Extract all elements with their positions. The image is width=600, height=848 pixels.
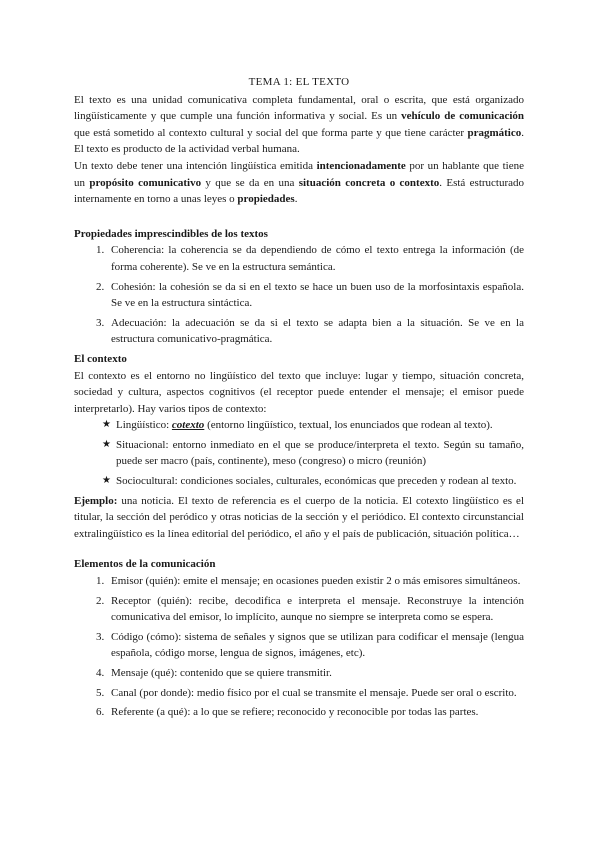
intro-text: y que se da en una [201,176,299,189]
elementos-list [74,573,524,721]
intro-paragraph-2 [74,158,524,208]
list-item [104,417,524,434]
spacer [74,208,524,226]
list-item: 4. Mensaje (qué): contenido que se quiere transmitir. [107,665,524,682]
list-item: 1. Coherencia: la coherencia se da dependiendo de cómo el texto entrega la información (de forma coherente). Se ve en la estructura semántica. [107,242,524,275]
intro-bold: propósito comunicativo [89,176,202,189]
list-item [104,473,524,490]
section-heading-propiedades: Propiedades imprescindibles de los textos [74,227,268,240]
intro-text: Un texto debe tener una intención lingüística emitida [74,159,317,172]
section-heading-elementos: Elementos de la comunicación [74,558,216,571]
list-item: 1. Emisor (quién): emite el mensaje; en ocasiones pueden existir 2 o más emisores simultáneos. [107,573,524,590]
intro-text: . [294,193,298,206]
page-title: TEMA 1: EL TEXTO [248,76,350,88]
intro-bold: vehículo de comunicación [401,110,525,123]
contexto-types-list [74,417,524,489]
star-bullet-icon: ★ [102,475,111,487]
intro-text: . Está estructurado internamente en torno a unas leyes o [74,176,525,206]
star-bullet-icon: ★ [102,438,111,450]
ejemplo-paragraph [74,493,524,543]
spacer [74,542,524,556]
item-text: (entorno lingüístico, textual, los enunciados que rodean al texto). [204,419,493,432]
propiedades-list [74,242,524,348]
list-item [104,437,524,470]
item-text: Sociocultural: condiciones sociales, culturales, económicas que preceden y rodean al texto. [116,475,517,488]
item-text: Situacional: entorno inmediato en el que se produce/interpreta el texto. Según su tamaño, puede ser macro (país, continente), meso (congreso) o micro (reunión) [116,438,524,468]
intro-text: que está sometido al contexto cultural y social del que forma parte y que tiene carácter [74,126,468,139]
intro-text: El texto es una unidad comunicativa completa fundamental, oral o escrita, que está organizado lingüísticamente y que cumple una función informativa y social. Es un [74,93,524,123]
list-item: 3. Adecuación: la adecuación se da si el texto se adapta bien a la situación. Se ve en la estructura comunicativo-pragmática. [107,315,524,348]
intro-bold: intencionadamente [316,159,406,172]
ejemplo-label: Ejemplo: [74,494,118,507]
intro-text: . El texto es producto de la actividad verbal humana. [74,126,524,156]
item-text: Lingüístico: [116,419,172,432]
list-item: 2. Cohesión: la cohesión se da si en el texto se hace un buen uso de la morfosintaxis española. Se ve en la estructura sintáctica. [107,279,524,312]
intro-bold: situación concreta o contexto [298,176,440,189]
list-item: 6. Referente (a qué): a lo que se refiere; reconocido y reconocible por todas las partes. [107,704,524,721]
star-bullet-icon: ★ [102,419,111,431]
list-item: 5. Canal (por donde): medio físico por el cual se transmite el mensaje. Puede ser oral o escrito. [107,685,524,702]
intro-text: por un hablante que tiene un [74,159,524,189]
intro-bold: propiedades [237,193,295,206]
intro-bold: pragmático [467,126,522,139]
contexto-paragraph: El contexto es el entorno no lingüístico del texto que incluye: lugar y tiempo, situación concreta, sociedad y cultura, aspectos cognitivos (el receptor puede entender el mensaje; el emisor puede interpretarlo). Hay varios tipos de contexto: [74,369,524,415]
ejemplo-text: una noticia. El texto de referencia es el cuerpo de la noticia. El cotexto lingüístico es el titular, la sección del peródico y otras noticias de la sección y el periódico. El contexto circunstancial extralingüístico es la línea editorial del periódico, el año y el país de publicación, situación política… [74,494,524,540]
intro-paragraph-1 [74,92,524,158]
section-heading-contexto: El contexto [74,352,127,365]
cotexto-term: cotexto [171,419,205,432]
list-item: 2. Receptor (quién): recibe, decodifica e interpreta el mensaje. Reconstruye la intención comunicativa del emisor, lo implícito, aunque no siempre se interpreta como se espera. [107,593,524,626]
list-item: 3. Código (cómo): sistema de señales y signos que se utilizan para codificar el mensaje (lengua española, código morse, lengua de signos, imágenes, etc). [107,629,524,662]
